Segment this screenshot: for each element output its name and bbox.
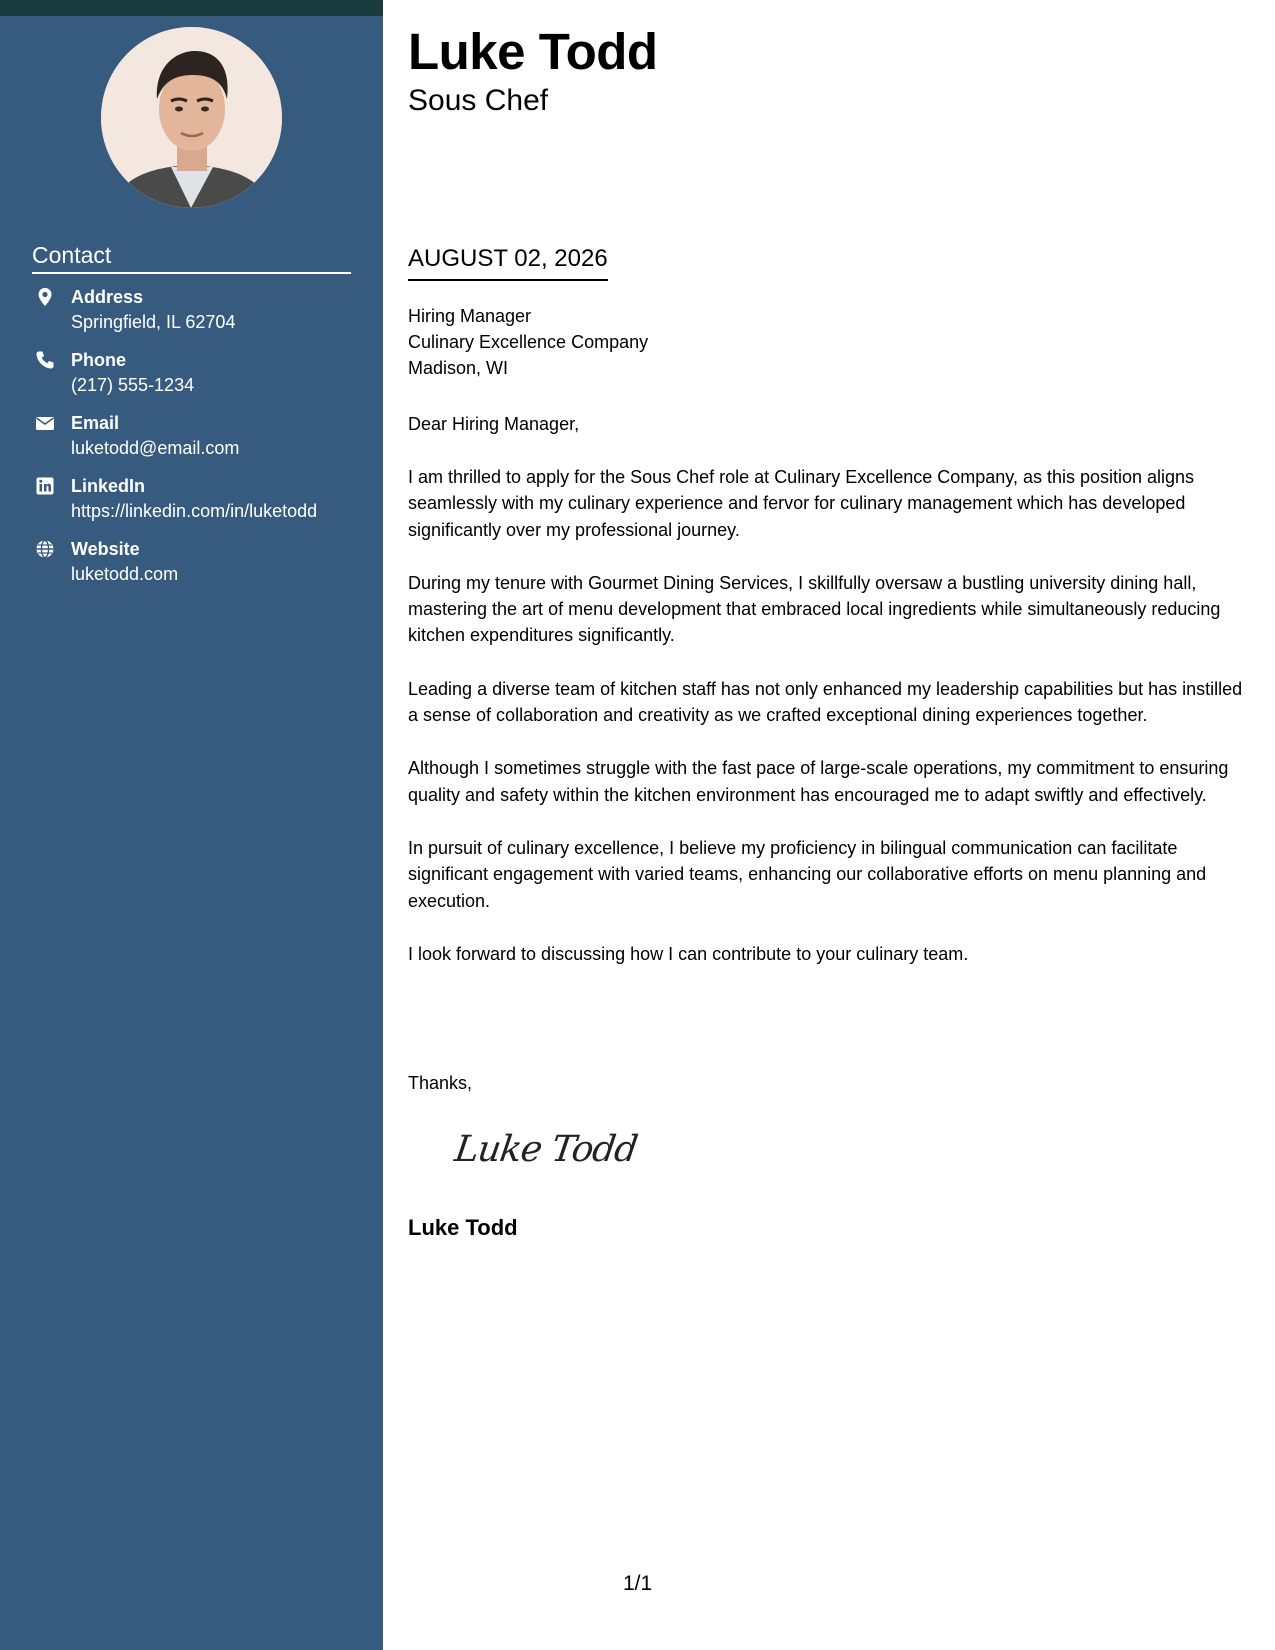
body-paragraph: In pursuit of culinary excellence, I believe my proficiency in bilingual communication can facilitate significant engagement with varied teams, enhancing our collaborative efforts on menu planning and execution. — [408, 837, 1207, 911]
letter-date: AUGUST 02, 2026 — [408, 244, 608, 281]
contact-item-website — [32, 537, 372, 593]
greeting: Dear Hiring Manager, — [408, 414, 580, 434]
contact-value-linkedin[interactable]: https://linkedin.com/in/luketodd — [71, 501, 318, 521]
letter-body — [408, 464, 1253, 994]
linkedin-icon — [35, 476, 55, 496]
signed-name: Luke Todd — [408, 1215, 518, 1240]
globe-icon — [35, 539, 55, 559]
contact-item-address — [32, 285, 372, 341]
contact-value-address: Springfield, IL 62704 — [71, 312, 236, 332]
contact-value-website[interactable]: luketodd.com — [71, 564, 179, 584]
contact-label: Website — [71, 539, 140, 559]
closing: Thanks, — [408, 1073, 473, 1093]
email-icon — [35, 413, 55, 433]
contact-value-email[interactable]: luketodd@email.com — [71, 438, 240, 458]
candidate-name: Luke Todd — [408, 23, 658, 80]
recipient-block — [408, 303, 648, 381]
body-paragraph: Although I sometimes struggle with the fast pace of large-scale operations, my commitment to ensuring quality and safety within the kitchen environment has encouraged me to adapt swiftly and effectively. — [408, 758, 1229, 805]
contact-item-linkedin — [32, 474, 372, 530]
phone-icon — [35, 350, 55, 370]
contact-value-phone[interactable]: (217) 555-1234 — [71, 375, 195, 395]
contact-label: LinkedIn — [71, 476, 146, 496]
body-paragraph: I am thrilled to apply for the Sous Chef role at Culinary Excellence Company, as this position aligns seamlessly with my culinary experience and fervor for culinary management which has developed significantly over my professional journey. — [408, 467, 1195, 540]
contact-item-email — [32, 411, 372, 467]
sidebar-top-bar — [0, 0, 383, 16]
body-paragraph: I look forward to discussing how I can contribute to your culinary team. — [408, 943, 969, 964]
contact-label: Email — [71, 413, 120, 433]
body-paragraph: During my tenure with Gourmet Dining Services, I skillfully oversaw a bustling university dining hall, mastering the art of menu development that embraced local ingredients while simultaneously reducing kitchen expenditures significantly. — [408, 572, 1221, 646]
map-pin-icon — [35, 287, 55, 307]
body-paragraph: Leading a diverse team of kitchen staff has not only enhanced my leadership capabilities but has instilled a sense of collaboration and creativity as we crafted exceptional dining experiences together. — [408, 678, 1243, 726]
page-number: 1/1 — [623, 1572, 653, 1595]
contact-heading: Contact — [32, 240, 351, 274]
contact-item-phone — [32, 348, 372, 404]
signature: Luke Todd — [452, 1129, 640, 1170]
avatar — [101, 27, 282, 208]
recipient-line: Madison, WI — [408, 358, 509, 378]
contact-label: Phone — [71, 350, 127, 370]
recipient-line: Culinary Excellence Company — [408, 332, 649, 352]
sidebar — [0, 0, 383, 1650]
recipient-line: Hiring Manager — [408, 306, 532, 326]
job-title: Sous Chef — [408, 84, 549, 117]
contact-label: Address — [71, 287, 144, 307]
